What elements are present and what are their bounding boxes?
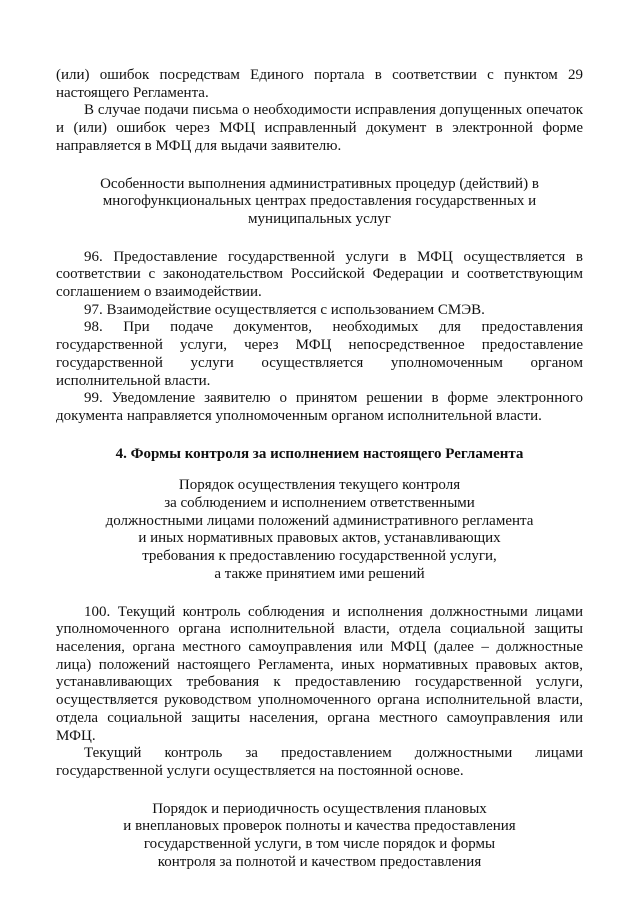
paragraph-correction-mfc: В случае подачи письма о необходимости исправления допущенных опечаток и (или) ошибок через МФЦ исправленный документ в электронной форме направляется в МФЦ для выдачи заявителю. [56, 102, 583, 154]
paragraph-current-control-cont [56, 763, 583, 781]
paragraph-line: государственной услуги осуществляется уполномоченным органом [56, 354, 583, 371]
heading-line: государственной услуги, в том числе порядок и формы [143, 836, 496, 853]
paragraph-line: государственной услуги осуществляется на постоянной основе. [56, 762, 464, 779]
paragraph-98 [56, 319, 583, 337]
heading-line: а также принятием ими решений [214, 565, 425, 582]
heading-line: должностными лицами положений административного регламента [105, 512, 534, 529]
paragraph-line: 98. При подаче документов, необходимых для предоставления [84, 319, 583, 336]
heading-line: муниципальных услуг [248, 210, 391, 227]
paragraph-99: 99. Уведомление заявителю о принятом решении в форме электронного документа направляется уполномоченным органом исполнительной власти. [56, 390, 583, 424]
page-content [56, 67, 583, 871]
heading-mfc-procedures [56, 176, 583, 229]
paragraph-98-cont [56, 337, 583, 390]
heading-line: Порядок осуществления текущего контроля [178, 477, 461, 494]
paragraph-96: 96. Предоставление государственной услуги в МФЦ осуществляется в соответствии с законодательством Российской Федерации и соответствующим соглашением о взаимодействии. [56, 248, 583, 301]
paragraph-line: государственной услуги, через МФЦ непосредственное предоставление [56, 337, 583, 354]
paragraph-current-control [56, 745, 583, 763]
heading-line: контроля за полнотой и качеством предоставления [157, 853, 482, 870]
paragraph-line: Текущий контроль за предоставлением должностными лицами [84, 745, 583, 762]
paragraph-97: 97. Взаимодействие осуществляется с использованием СМЭВ. [84, 301, 485, 318]
heading-inspections [56, 801, 583, 872]
heading-line: и внеплановых проверок полноты и качества предоставления [123, 818, 516, 835]
paragraph-100: 100. Текущий контроль соблюдения и исполнения должностными лицами уполномоченного органа исполнительной власти, отдела социальной защиты населения, органа местного самоуправления или МФЦ (далее – должностные лица) положений настоящего Регламента, иных нормативных правовых актов, устанавливающих требования к предоставлению государственной услуги, осуществляется руководством уполномоченного органа исполнительной власти, отдела социальной защиты населения, органа местного самоуправления или МФЦ. [56, 603, 583, 744]
paragraph-continuation: (или) ошибок посредствам Единого портала в соответствии с пунктом 29 настоящего Регламента. [56, 67, 583, 101]
heading-line: Особенности выполнения административных процедур (действий) в [100, 175, 539, 192]
heading-line: за соблюдением и исполнением ответственными [164, 495, 475, 512]
paragraph-line: исполнительной власти. [56, 372, 211, 389]
heading-current-control [56, 477, 583, 583]
heading-line: Порядок и периодичность осуществления плановых [152, 800, 487, 817]
heading-line: требования к предоставлению государственной услуги, [142, 548, 497, 565]
heading-line: и иных нормативных правовых актов, устанавливающих [138, 530, 501, 547]
heading-line: многофункциональных центрах предоставления государственных и [102, 193, 537, 210]
section-4-title: 4. Формы контроля за исполнением настоящего Регламента [115, 445, 524, 462]
